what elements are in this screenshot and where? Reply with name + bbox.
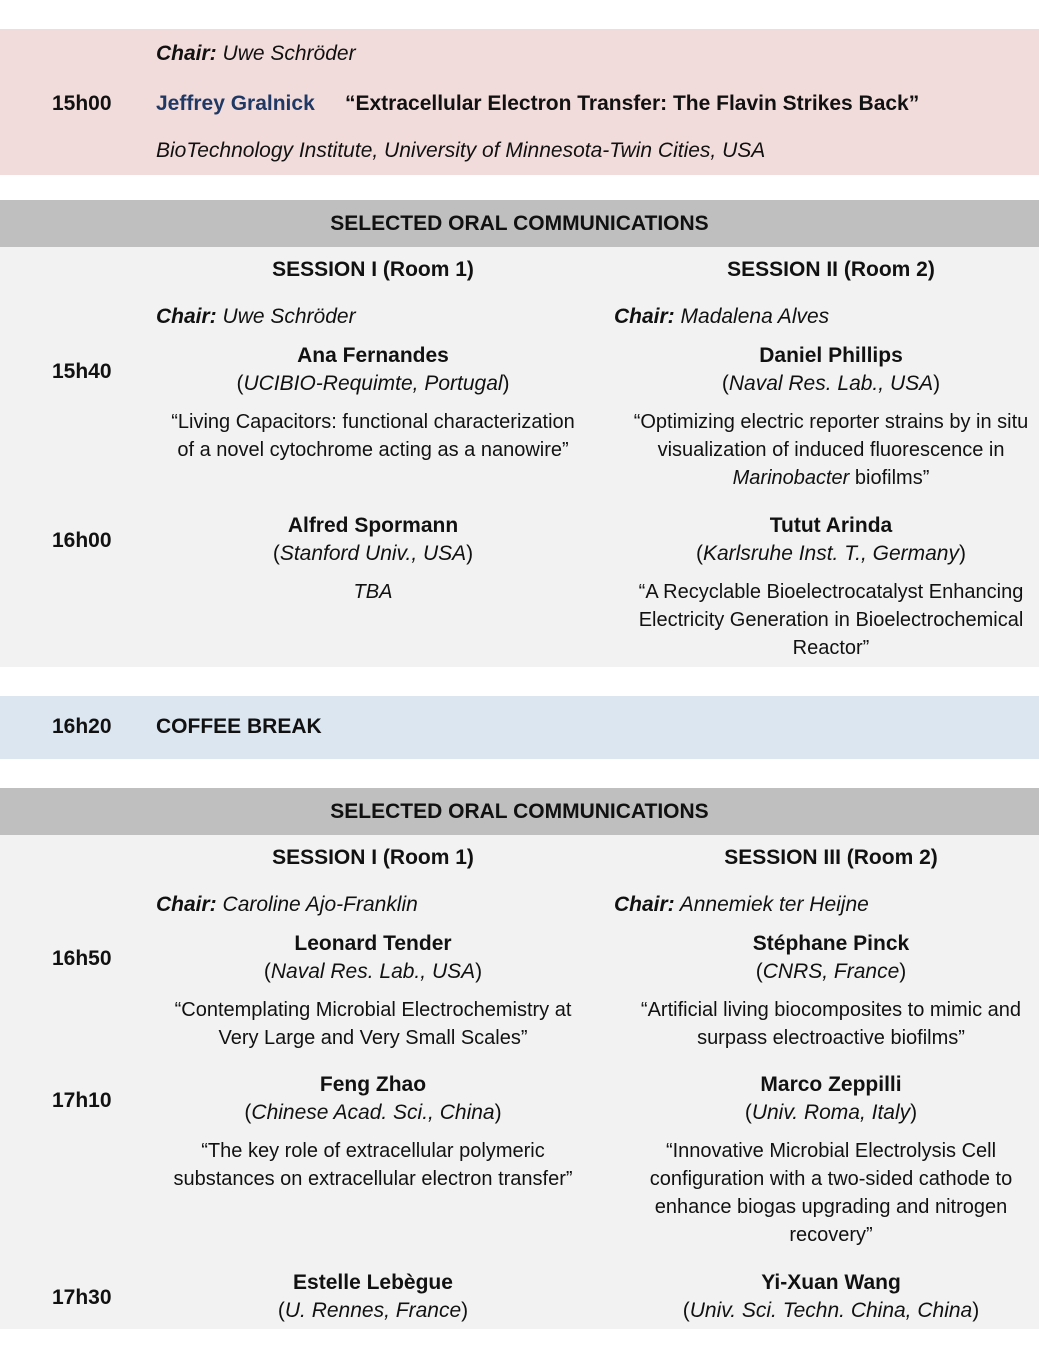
slot-time: 15h40 bbox=[52, 360, 112, 383]
keynote-affiliation: BioTechnology Institute, University of Minnesota-Twin Cities, USA bbox=[156, 139, 766, 162]
talk-title: “The key role of extracellular polymeric substances on extracellular electron transfer” bbox=[173, 1140, 573, 1190]
chair-left bbox=[156, 305, 356, 329]
speaker-affiliation: (Naval Res. Lab., USA) bbox=[263, 960, 483, 983]
speaker-name: Estelle Lebègue bbox=[293, 1271, 453, 1294]
speaker-name: Stéphane Pinck bbox=[752, 932, 910, 955]
speaker-name: Feng Zhao bbox=[319, 1073, 427, 1096]
speaker-name: Daniel Phillips bbox=[759, 344, 903, 367]
keynote-chair bbox=[156, 42, 356, 66]
speaker-name: Leonard Tender bbox=[294, 932, 452, 955]
speaker-name: Yi-Xuan Wang bbox=[761, 1271, 901, 1294]
talk-right bbox=[613, 1271, 1039, 1323]
chair-label: Chair: bbox=[156, 305, 217, 328]
slot-time: 16h50 bbox=[52, 947, 112, 970]
section-header: SELECTED ORAL COMMUNICATIONS bbox=[0, 788, 1039, 835]
talk-title: “Artificial living biocomposites to mimic and surpass electroactive biofilms” bbox=[640, 999, 1022, 1049]
slot-time: 17h10 bbox=[52, 1089, 112, 1112]
session-left-title: SESSION I (Room 1) bbox=[272, 846, 474, 869]
speaker-name: Marco Zeppilli bbox=[760, 1073, 902, 1096]
break-label: COFFEE BREAK bbox=[156, 715, 322, 738]
section-header: SELECTED ORAL COMMUNICATIONS bbox=[0, 200, 1039, 247]
chair-label: Chair: bbox=[156, 893, 217, 916]
talk-right bbox=[613, 932, 1039, 1052]
talk-title: “Contemplating Microbial Electrochemistry at Very Large and Very Small Scales” bbox=[174, 999, 572, 1049]
talk-title: “A Recyclable Bioelectrocatalyst Enhancing Electricity Generation in Bioelectrochemical Reactor” bbox=[638, 581, 1024, 659]
speaker-affiliation: (Naval Res. Lab., USA) bbox=[721, 372, 941, 395]
chair-name: Annemiek ter Heijne bbox=[674, 893, 869, 916]
session-left-title: SESSION I (Room 1) bbox=[272, 258, 474, 281]
break-time: 16h20 bbox=[52, 715, 112, 738]
keynote-title: “Extracellular Electron Transfer: The Flavin Strikes Back” bbox=[345, 92, 920, 115]
speaker-affiliation: (Karlsruhe Inst. T., Germany) bbox=[696, 542, 966, 565]
talk-title: “Innovative Microbial Electrolysis Cell configuration with a two-sided cathode to enhance biogas upgrading and nitrogen recovery” bbox=[649, 1140, 1013, 1246]
speaker-affiliation: (Univ. Roma, Italy) bbox=[744, 1101, 918, 1124]
talk-title: “Living Capacitors: functional characterization of a novel cytochrome acting as a nanowire” bbox=[171, 411, 575, 461]
keynote-speaker[interactable]: Jeffrey Gralnick bbox=[156, 92, 315, 115]
chair-name: Uwe Schröder bbox=[216, 42, 356, 65]
talk-left bbox=[155, 514, 591, 606]
talk-title: “Optimizing electric reporter strains by in situ visualization of induced fluorescence in Marinobacter biofilms” bbox=[633, 411, 1029, 489]
slot-time: 17h30 bbox=[52, 1286, 112, 1309]
talk-left bbox=[155, 344, 591, 464]
speaker-affiliation: (Chinese Acad. Sci., China) bbox=[244, 1101, 502, 1124]
chair-right bbox=[614, 893, 869, 917]
speaker-name: Alfred Spormann bbox=[287, 514, 459, 537]
chair-left bbox=[156, 893, 418, 917]
speaker-affiliation: (Univ. Sci. Techn. China, China) bbox=[682, 1299, 980, 1322]
talk-title: TBA bbox=[353, 581, 393, 603]
talk-left bbox=[155, 932, 591, 1052]
talk-left bbox=[155, 1271, 591, 1323]
speaker-affiliation: (U. Rennes, France) bbox=[277, 1299, 469, 1322]
chair-name: Madalena Alves bbox=[674, 305, 830, 328]
slot-time: 16h00 bbox=[52, 529, 112, 552]
talk-right bbox=[613, 344, 1039, 492]
speaker-affiliation: (Stanford Univ., USA) bbox=[272, 542, 474, 565]
session-right-title: SESSION III (Room 2) bbox=[724, 846, 938, 869]
chair-name: Uwe Schröder bbox=[216, 305, 356, 328]
speaker-name: Tutut Arinda bbox=[769, 514, 893, 537]
chair-right bbox=[614, 305, 829, 329]
talk-right bbox=[613, 1073, 1039, 1249]
talk-left bbox=[155, 1073, 591, 1193]
chair-label: Chair: bbox=[614, 305, 675, 328]
session-right-title: SESSION II (Room 2) bbox=[727, 258, 935, 281]
keynote-time: 15h00 bbox=[52, 92, 112, 115]
chair-name: Caroline Ajo-Franklin bbox=[216, 893, 418, 916]
speaker-affiliation: (CNRS, France) bbox=[755, 960, 907, 983]
speaker-name: Ana Fernandes bbox=[297, 344, 449, 367]
speaker-affiliation: (UCIBIO-Requimte, Portugal) bbox=[236, 372, 510, 395]
talk-right bbox=[613, 514, 1039, 662]
chair-label: Chair: bbox=[156, 42, 217, 65]
chair-label: Chair: bbox=[614, 893, 675, 916]
